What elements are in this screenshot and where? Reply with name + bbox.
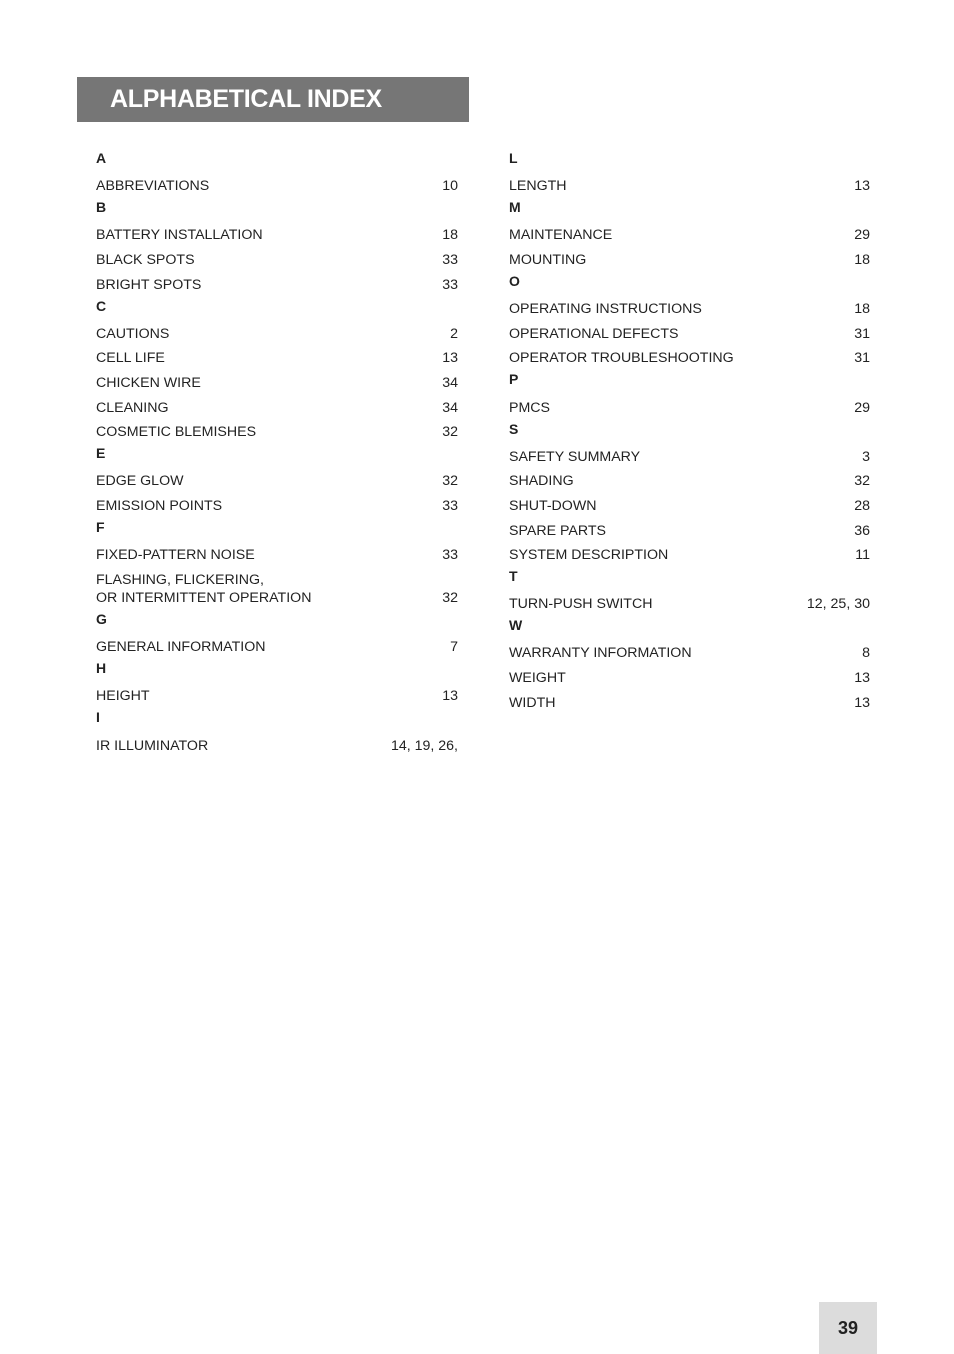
- index-entry-term: SHUT-DOWN: [509, 497, 597, 514]
- index-entry-term: BLACK SPOTS: [96, 251, 195, 268]
- index-group-g: [96, 607, 458, 656]
- index-letter-heading: E: [96, 445, 106, 462]
- index-letter-heading: M: [509, 199, 521, 216]
- index-letter-heading: I: [96, 709, 100, 726]
- index-entry-pages: 28: [854, 497, 870, 514]
- index-entry-term: COSMETIC BLEMISHES: [96, 424, 257, 441]
- index-entry-term: CAUTIONS: [96, 325, 170, 342]
- index-entry-term: BATTERY INSTALLATION: [96, 227, 263, 244]
- index-group-s: [509, 417, 870, 565]
- index-entry-pages: 32: [854, 473, 870, 490]
- index-entry-pages: 12, 25, 30: [806, 596, 870, 613]
- index-group-p: [509, 367, 870, 416]
- index-entry-term: FIXED-PATTERN NOISE: [96, 547, 255, 564]
- index-entry: [509, 466, 870, 491]
- index-entry-pages: 14, 19, 26,: [390, 737, 458, 754]
- index-entry-term: MAINTENANCE: [509, 227, 613, 244]
- index-entry: [96, 417, 458, 442]
- index-entry-pages: 13: [442, 350, 458, 367]
- index-entry-term: SAFETY SUMMARY: [509, 448, 641, 465]
- index-entry-pages: 10: [442, 178, 458, 195]
- index-entry: [96, 466, 458, 491]
- index-entry-term: CHICKEN WIRE: [96, 374, 201, 391]
- index-entry: [96, 392, 458, 417]
- index-entry-term: SYSTEM DESCRIPTION: [509, 547, 669, 564]
- index-entry-pages: 29: [854, 227, 870, 244]
- index-entry-pages: 8: [862, 645, 870, 662]
- index-entry-term: WEIGHT: [509, 670, 566, 687]
- index-entry-pages: 11: [855, 547, 870, 564]
- index-entry-pages: 18: [854, 301, 870, 318]
- index-letter-heading: B: [96, 199, 107, 216]
- index-entry: [509, 343, 870, 368]
- index-entry: [96, 244, 458, 269]
- index-group-w: [509, 613, 870, 711]
- index-entry-pages: 18: [854, 251, 870, 268]
- index-entry-pages: 13: [854, 178, 870, 195]
- index-letter-heading: A: [96, 150, 107, 166]
- index-entry: [96, 367, 458, 392]
- index-entry: [509, 441, 870, 466]
- index-entry-term: FLASHING, FLICKERING, OR INTERMITTENT OPERATION: [96, 572, 312, 607]
- index-entry-term: CLEANING: [96, 399, 169, 416]
- index-letter-heading: H: [96, 660, 107, 677]
- page-number-box: [819, 1302, 877, 1354]
- index-entry-term: WARRANTY INFORMATION: [509, 645, 692, 662]
- index-entry-term: HEIGHT: [96, 688, 150, 705]
- index-entry-pages: 36: [854, 522, 870, 539]
- index-entry: [96, 343, 458, 368]
- index-entry: [96, 269, 458, 294]
- index-entry-pages: 33: [442, 251, 458, 268]
- index-entry: [509, 490, 870, 515]
- index-entry-pages: 7: [450, 639, 458, 656]
- index-entry: [509, 540, 870, 565]
- index-group-a: [96, 146, 458, 195]
- index-entry-term: OPERATING INSTRUCTIONS: [509, 301, 702, 318]
- index-entry-term: WIDTH: [509, 694, 556, 711]
- index-entry: [509, 589, 870, 614]
- index-letter-heading: S: [509, 420, 519, 437]
- index-group-f: [96, 515, 458, 607]
- index-column-right: [509, 146, 870, 712]
- index-entry-term: EMISSION POINTS: [96, 497, 223, 514]
- index-entry-term: PMCS: [509, 399, 550, 416]
- index-entry: [96, 564, 458, 607]
- index-group-c: [96, 294, 458, 442]
- index-entry-term: IR ILLUMINATOR: [96, 737, 209, 754]
- index-entry-pages: 33: [442, 547, 458, 564]
- page-title: ALPHABETICAL INDEX: [110, 85, 382, 113]
- index-entry-pages: 33: [442, 276, 458, 293]
- index-group-i: [96, 705, 458, 754]
- index-entry-pages: 34: [442, 374, 458, 391]
- index-entry-term: LENGTH: [509, 178, 567, 195]
- index-column-left: [96, 146, 458, 755]
- index-entry: [96, 632, 458, 657]
- index-entry-term: TURN-PUSH SWITCH: [509, 596, 653, 613]
- index-entry-term: BRIGHT SPOTS: [96, 276, 202, 293]
- index-entry-pages: 18: [442, 227, 458, 244]
- index-letter-heading: W: [509, 617, 523, 634]
- index-group-o: [509, 269, 870, 367]
- index-entry: [96, 540, 458, 565]
- index-entry: [509, 392, 870, 417]
- index-group-h: [96, 656, 458, 705]
- page-number: 39: [837, 1317, 859, 1338]
- index-entry-term: ABBREVIATIONS: [96, 178, 210, 195]
- index-letter-heading: P: [509, 371, 519, 388]
- index-entry-pages: 13: [442, 688, 458, 705]
- index-entry: [96, 220, 458, 245]
- index-entry-term: EDGE GLOW: [96, 473, 184, 490]
- index-entry-term: SPARE PARTS: [509, 522, 606, 539]
- index-entry-pages: 2: [450, 325, 458, 342]
- index-entry: [509, 244, 870, 269]
- index-entry-term: GENERAL INFORMATION: [96, 639, 266, 656]
- title-banner: [77, 77, 469, 122]
- index-entry: [96, 681, 458, 706]
- index-entry-pages: 13: [854, 694, 870, 711]
- index-entry: [509, 638, 870, 663]
- index-entry-pages: 32: [442, 424, 458, 441]
- index-letter-heading: C: [96, 297, 107, 314]
- index-group-b: [96, 195, 458, 293]
- index-entry: [509, 515, 870, 540]
- index-entry: [509, 294, 870, 319]
- index-letter-heading: G: [96, 611, 107, 628]
- index-entry: [509, 318, 870, 343]
- index-letter-heading: T: [509, 568, 518, 585]
- index-entry-pages: 31: [854, 350, 870, 367]
- index-entry: [509, 220, 870, 245]
- index-entry-term: MOUNTING: [509, 251, 587, 268]
- index-entry: [96, 730, 458, 755]
- index-letter-heading: L: [509, 150, 518, 166]
- index-entry-pages: 33: [442, 497, 458, 514]
- index-entry: [509, 687, 870, 712]
- index-entry-pages: 29: [854, 399, 870, 416]
- index-group-l: [509, 146, 870, 195]
- index-group-m: [509, 195, 870, 269]
- index-entry: [509, 662, 870, 687]
- index-entry: [96, 490, 458, 515]
- index-entry: [96, 171, 458, 196]
- index-entry-pages: 31: [854, 325, 870, 342]
- index-entry: [96, 318, 458, 343]
- index-group-t: [509, 564, 870, 613]
- index-entry-pages: 32: [442, 473, 458, 490]
- index-entry-term: OPERATOR TROUBLESHOOTING: [509, 350, 734, 367]
- index-entry-pages: 13: [854, 670, 870, 687]
- index-entry-pages: 3: [862, 448, 870, 465]
- index-entry-term: OPERATIONAL DEFECTS: [509, 325, 679, 342]
- index-entry-pages: 32: [442, 590, 458, 607]
- index-entry: [509, 171, 870, 196]
- index-entry-term: CELL LIFE: [96, 350, 165, 367]
- index-letter-heading: O: [509, 272, 520, 289]
- index-entry-pages: 34: [442, 399, 458, 416]
- index-group-e: [96, 441, 458, 515]
- index-entry-term: SHADING: [509, 473, 574, 490]
- index-letter-heading: F: [96, 518, 105, 535]
